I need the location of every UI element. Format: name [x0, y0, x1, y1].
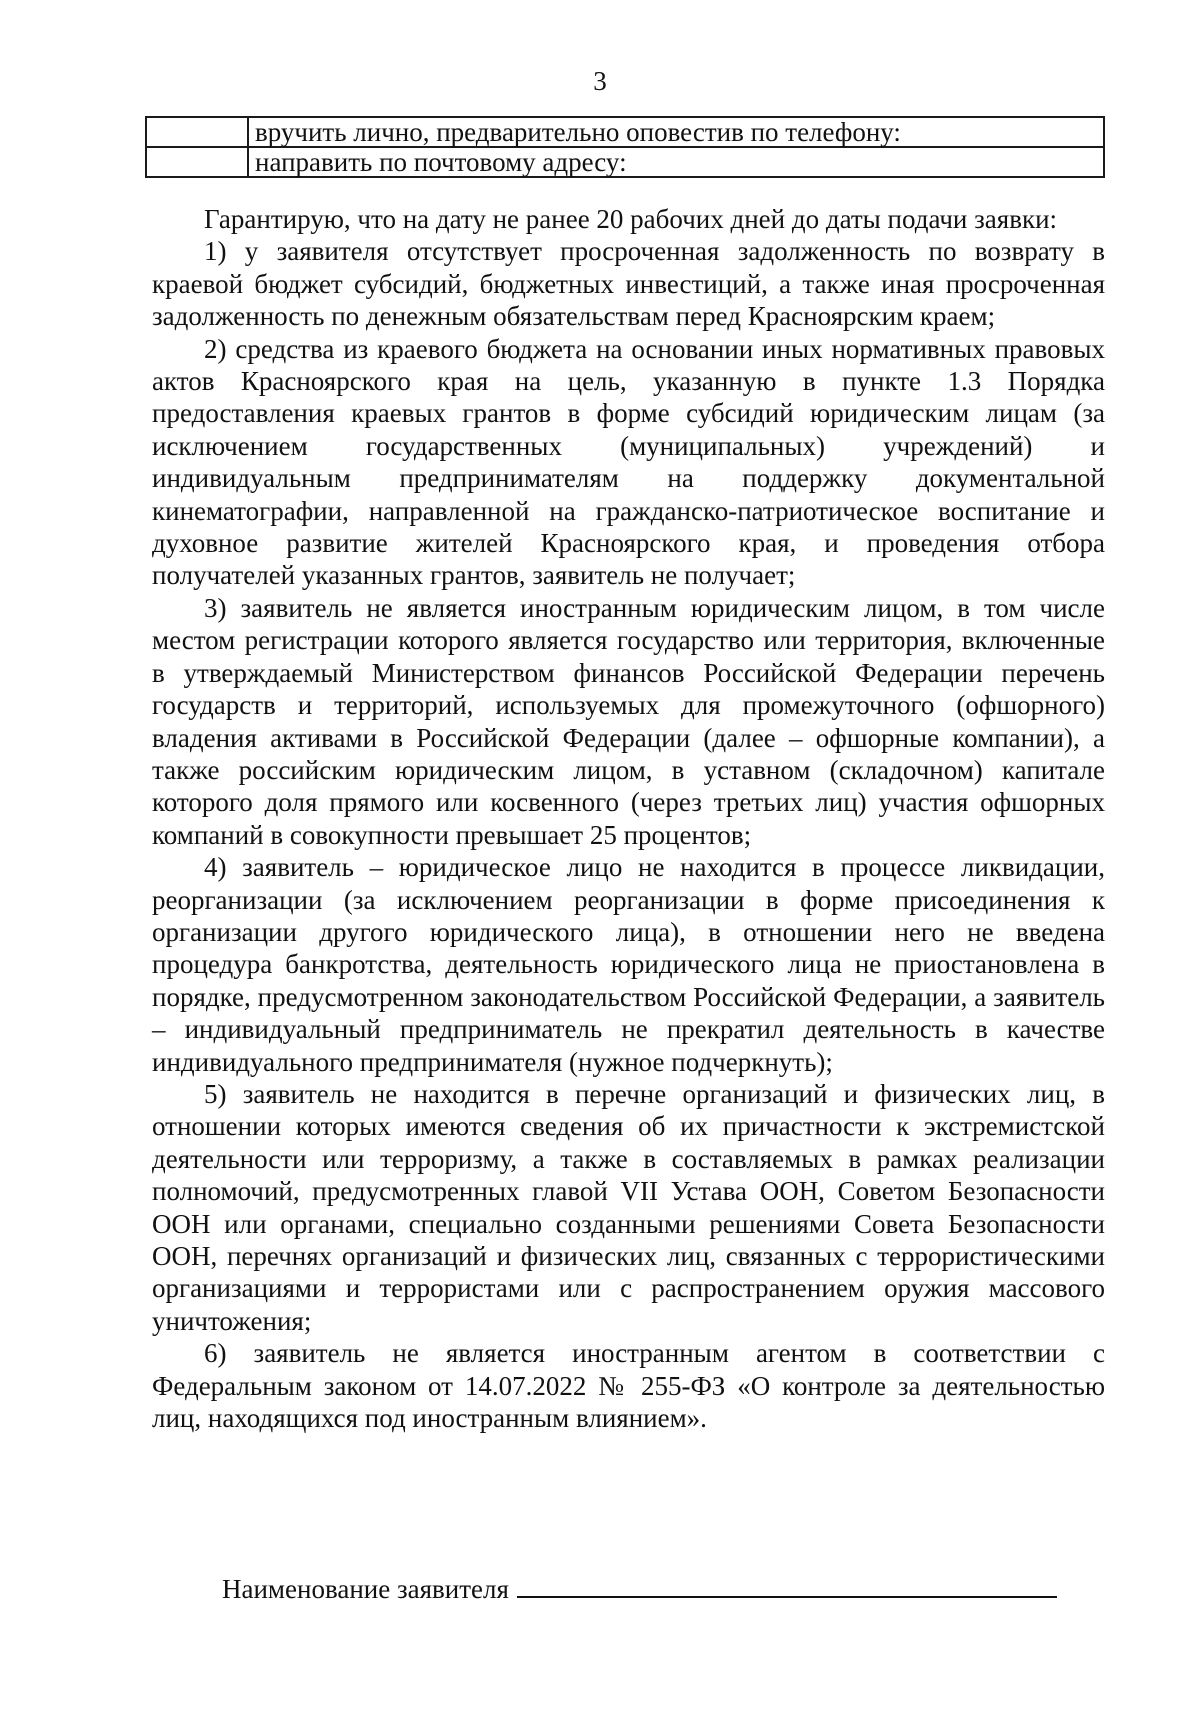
guarantee-item-3: 3) заявитель не является иностранным юридическим лицом, в том числе местом регистрации которого является государство или территория, включенные в утверждаемый Министерством финансов Российской Федерации перечень государств и территорий, используемых для промежуточного (офшорного) владения активами в Российской Федерации (далее – офшорные компании), а также российским юридическим лицом, в уставном (складочном) капитале которого доля прямого или косвенного (через третьих лиц) участия офшорных компаний в совокупности превышает 25 процентов; [152, 592, 1105, 850]
guarantee-item-2: 2) средства из краевого бюджета на основании иных нормативных правовых актов Красноярского края на цель, указанную в пункте 1.3 Порядка предоставления краевых грантов в форме субсидий юридическим лицам (за исключением государственных (муниципальных) учреждений) и индивидуальным предпринимателям на поддержку документальной кинематографии, направленной на гражданско-патриотическое воспитание и духовное развитие жителей Красноярского края, и проведения отбора получателей указанных грантов, заявитель не получает; [152, 333, 1105, 591]
applicant-name-label: Наименование заявителя [222, 1574, 509, 1604]
guarantee-item-1: 1) у заявителя отсутствует просроченная задолженность по возврату в краевой бюджет субсидий, бюджетных инвестиций, а также иная просроченная задолженность по денежным обязательствам перед Красноярским краем; [152, 236, 1105, 332]
guarantee-item-4: 4) заявитель – юридическое лицо не находится в процессе ликвидации, реорганизации (за исключением реорганизации в форме присоединения к организации другого юридического лица), в отношении него не введена процедура банкротства, деятельность юридического лица не приостановлена в порядке, предусмотренном законодательством Российской Федерации, а заявитель – индивидуальный предприниматель не прекратил деятельность в качестве индивидуального предпринимателя (нужное подчеркнуть); [152, 852, 1105, 1077]
guarantee-section [152, 203, 1105, 1434]
delivery-option-label: вручить лично, предварительно оповестив по телефону: [248, 117, 1104, 147]
guarantee-item-5: 5) заявитель не находится в перечне организаций и физических лиц, в отношении которых имеются сведения об их причастности к экстремистской деятельности или терроризму, а также в составляемых в рамках реализации полномочий, предусмотренных главой VII Устава ООН, Советом Безопасности ООН или органами, специально созданными решениями Совета Безопасности ООН, перечнях организаций и физических лиц, связанных с террористическими организациями и террористами или с распространением оружия массового уничтожения; [152, 1078, 1105, 1336]
applicant-name-section [222, 1570, 1082, 1605]
table-row [146, 117, 1104, 147]
applicant-name-field[interactable] [517, 1570, 1057, 1598]
delivery-option-checkbox-cell[interactable] [146, 147, 248, 177]
delivery-option-label: направить по почтовому адресу: [248, 147, 1104, 177]
guarantee-item-6: 6) заявитель не является иностранным агентом в соответствии с Федеральным законом от 14.07.2022 № 255-ФЗ «О контроле за деятельностью лиц, находящихся под иностранным влиянием». [152, 1338, 1105, 1434]
delivery-option-checkbox-cell[interactable] [146, 117, 248, 147]
page-number: 3 [593, 66, 607, 96]
table-row [146, 147, 1104, 177]
delivery-options-table [145, 116, 1105, 178]
guarantee-intro: Гарантирую, что на дату не ранее 20 рабочих дней до даты подачи заявки: [204, 204, 1058, 234]
